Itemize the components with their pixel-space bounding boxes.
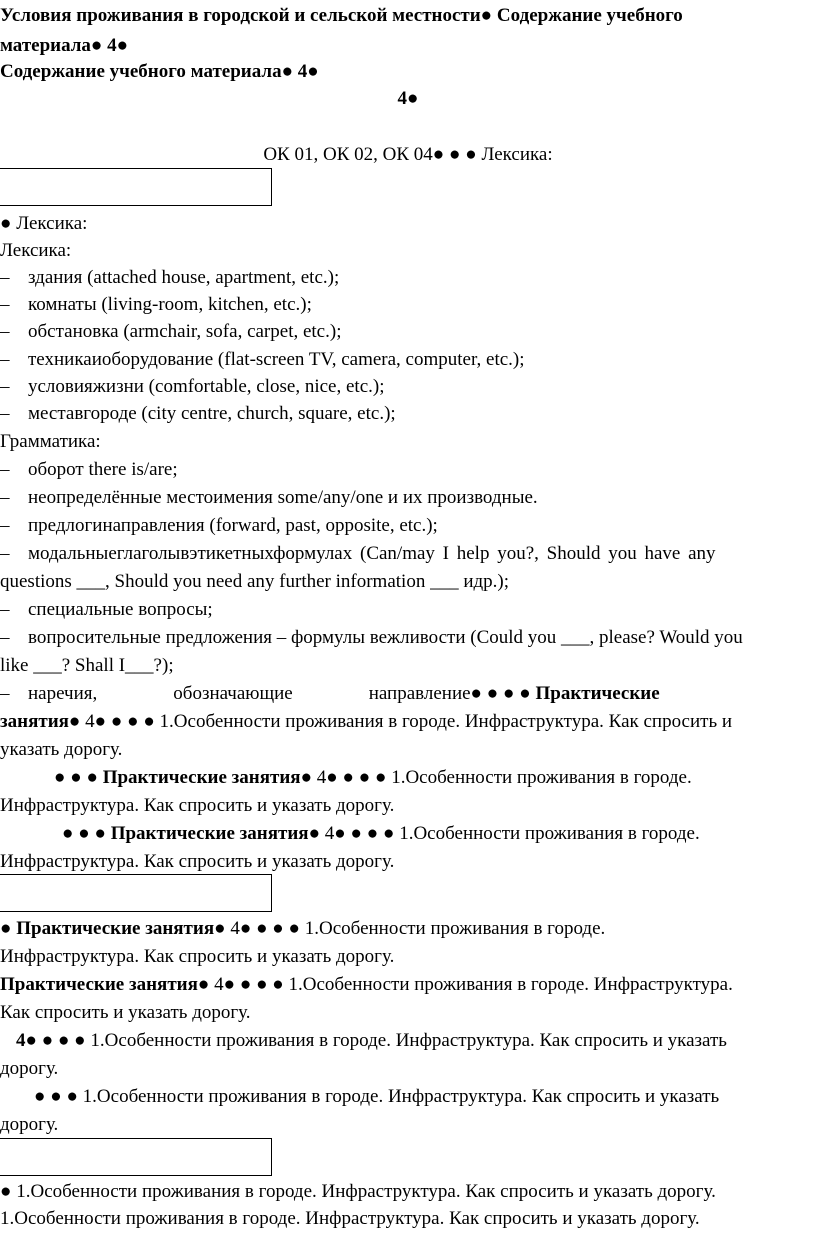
practice-line: Инфраструктура. Как спросить и указать дорогу. [0, 795, 395, 816]
practice-line: 4● ● ● ● 1.Особенности проживания в городе. Инфраструктура. Как спросить и указать [16, 1030, 727, 1051]
dash-marker: – [0, 294, 10, 315]
dash-marker: – [0, 487, 10, 508]
grammar-item [0, 512, 816, 540]
dash-marker: – [0, 459, 10, 480]
empty-table-cell-3 [0, 1138, 272, 1176]
dash-marker: – [0, 515, 10, 536]
practice-line: дорогу. [0, 1114, 59, 1135]
grammar-item-text: оборот there is/are; [28, 459, 178, 480]
grammar-item [0, 540, 816, 568]
grammar-item-text: наречия, обозначающие направление● ● ● ● Практические [28, 683, 660, 704]
header-line-3: Содержание учебного материала● 4● [0, 61, 319, 82]
grammar-item-text: вопросительные предложения – формулы вежливости (Could you ___, please? Would you [28, 627, 743, 648]
practice-line: Практические занятия● 4● ● ● ● 1.Особенности проживания в городе. Инфраструктура. [0, 974, 733, 995]
dash-marker: – [0, 627, 10, 648]
lexics-item [0, 264, 816, 292]
lexics-item [0, 373, 816, 401]
practice-line: 1.Особенности проживания в городе. Инфраструктура. Как спросить и указать дорогу. [0, 1208, 700, 1229]
practice-line: Как спросить и указать дорогу. [0, 1002, 251, 1023]
practice-line: Инфраструктура. Как спросить и указать дорогу. [0, 946, 395, 967]
dash-marker: – [0, 683, 10, 704]
practice-line: ● ● ● Практические занятия● 4● ● ● ● 1.Особенности проживания в городе. [54, 767, 692, 788]
grammar-item [0, 624, 816, 652]
lexics-item [0, 318, 816, 346]
header-line-4: 4● [397, 88, 419, 109]
grammar-item-cont: указать дорогу. [0, 739, 123, 760]
grammar-item-text: неопределённые местоимения some/any/one и их производные. [28, 487, 538, 508]
empty-table-cell-2 [0, 874, 272, 912]
dash-marker: – [0, 403, 10, 424]
header-line-2: материала● 4● [0, 35, 129, 56]
dash-marker: – [0, 599, 10, 620]
lexics-item-text: меставгороде (city centre, church, square, etc.); [28, 403, 396, 424]
lexics-item [0, 291, 816, 319]
grammar-item [0, 596, 816, 624]
lexics-item-text: техникаиоборудование (flat-screen TV, camera, computer, etc.); [28, 349, 525, 370]
practice-line: Инфраструктура. Как спросить и указать дорогу. [0, 851, 395, 872]
empty-table-cell-1 [0, 168, 272, 206]
dash-marker: – [0, 349, 10, 370]
practice-line: ● ● ● Практические занятия● 4● ● ● ● 1.Особенности проживания в городе. [62, 823, 700, 844]
lexics-item-text: условияжизни (comfortable, close, nice, etc.); [28, 376, 385, 397]
grammar-item [0, 680, 816, 708]
lexics-item-text: комнаты (living-room, kitchen, etc.); [28, 294, 312, 315]
lexics-item-text: обстановка (armchair, sofa, carpet, etc.); [28, 321, 342, 342]
grammar-item [0, 484, 816, 512]
practice-line: ● 1.Особенности проживания в городе. Инфраструктура. Как спросить и указать дорогу. [0, 1181, 716, 1202]
header-line-5: ОК 01, ОК 02, ОК 04● ● ● Лексика: [263, 144, 553, 165]
dash-marker: – [0, 267, 10, 288]
grammar-label: Грамматика: [0, 431, 101, 452]
lexics-bullet-label: ● Лексика: [0, 213, 88, 234]
grammar-item [0, 456, 816, 484]
lexics-item [0, 346, 816, 374]
practice-line: ● Практические занятия● 4● ● ● ● 1.Особенности проживания в городе. [0, 918, 606, 939]
lexics-item [0, 400, 816, 428]
header-line-1: Условия проживания в городской и сельской местности● Содержание учебного [0, 5, 683, 26]
dash-marker: – [0, 543, 10, 564]
lexics-item-text: здания (attached house, apartment, etc.); [28, 267, 340, 288]
grammar-item-text: специальные вопросы; [28, 599, 213, 620]
practice-line: дорогу. [0, 1058, 59, 1079]
practice-line: ● ● ● 1.Особенности проживания в городе. Инфраструктура. Как спросить и указать [34, 1086, 720, 1107]
dash-marker: – [0, 376, 10, 397]
grammar-item-cont: занятия● 4● ● ● ● 1.Особенности проживания в городе. Инфраструктура. Как спросить и [0, 711, 733, 732]
grammar-item-text: модальныеглаголывэтикетныхформулах (Can/may I help you?, Should you have any [28, 543, 716, 564]
dash-marker: – [0, 321, 10, 342]
grammar-item-cont: like ___? Shall I___?); [0, 655, 174, 676]
grammar-item-cont: questions ___, Should you need any further information ___ идр.); [0, 571, 510, 592]
lexics-label: Лексика: [0, 240, 72, 261]
grammar-item-text: предлогинаправления (forward, past, opposite, etc.); [28, 515, 438, 536]
